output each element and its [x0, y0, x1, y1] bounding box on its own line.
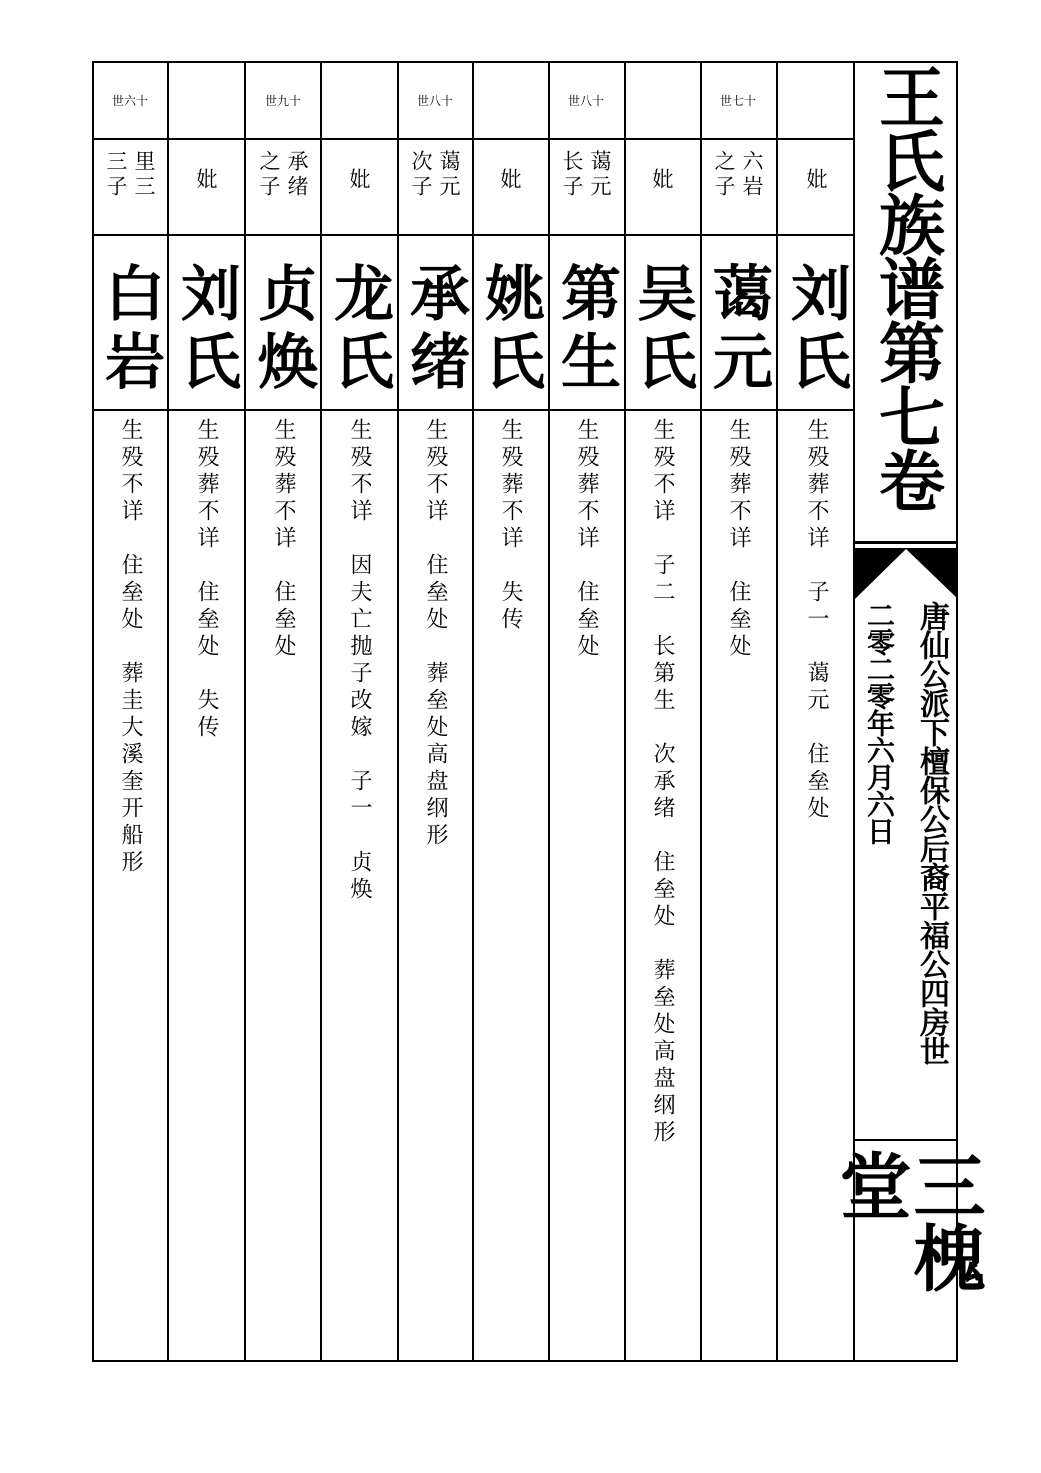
relation-text: 妣 — [650, 168, 674, 193]
relation-text: 妣 — [347, 168, 371, 193]
person-name: 吴氏 — [627, 262, 697, 398]
person-detail: 生殁葬不详 子一 蔼元 住垒处 — [804, 418, 829, 823]
column-divider — [320, 61, 322, 1362]
triangle-ornament — [855, 549, 958, 599]
relation-text: 蔼元长子 — [560, 150, 612, 200]
book-date: 二零二零年六月六日 — [863, 601, 896, 844]
row-divider — [92, 234, 855, 236]
relation-label — [496, 150, 524, 230]
person-name: 龙氏 — [324, 262, 394, 398]
relation-label — [648, 150, 676, 230]
hall-divider — [855, 1139, 958, 1141]
relation-text: 妣 — [194, 168, 218, 193]
hall-name: 三槐堂 — [827, 1149, 987, 1293]
title-divider — [855, 541, 958, 544]
relation-label — [102, 150, 158, 230]
person-detail: 生殁葬不详 住垒处 — [271, 418, 296, 661]
column-divider — [700, 61, 702, 1362]
generation-label: 世六十 — [111, 94, 149, 108]
person-name: 第生 — [551, 262, 621, 398]
person-name: 刘氏 — [781, 262, 851, 398]
relation-text: 里三三子 — [104, 150, 156, 200]
relation-label — [710, 150, 766, 230]
generation-label: 世七十 — [719, 94, 757, 108]
book-subtitle: 唐仙公派下檀保公后裔平福公四房世 — [914, 601, 949, 1065]
relation-text: 妣 — [804, 168, 828, 193]
person-detail: 生殁不详 住垒处 葬垒处高盘纲形 — [423, 418, 448, 850]
row-divider — [92, 138, 855, 140]
relation-label — [255, 150, 311, 230]
title-panel — [827, 61, 987, 1362]
person-detail: 生殁不详 因夫亡抛子改嫁 子一 贞焕 — [347, 418, 372, 904]
relation-label — [558, 150, 614, 230]
column-divider — [472, 61, 474, 1362]
person-detail: 生殁不详 子二 长第生 次承绪 住垒处 葬垒处高盘纲形 — [650, 418, 675, 1147]
book-title: 王氏族谱第七卷 — [867, 63, 946, 511]
person-name: 姚氏 — [475, 262, 545, 398]
relation-text: 妣 — [498, 168, 522, 193]
column-divider — [624, 61, 626, 1362]
person-name: 白岩 — [95, 262, 165, 398]
person-detail: 生殁葬不详 住垒处 — [726, 418, 751, 661]
column-divider — [167, 61, 169, 1362]
column-divider — [548, 61, 550, 1362]
relation-label — [802, 150, 830, 230]
column-divider — [244, 61, 246, 1362]
person-detail: 生殁不详 住垒处 葬圭大溪奎开船形 — [118, 418, 143, 877]
person-name: 承绪 — [400, 262, 470, 398]
person-name: 蔼元 — [703, 262, 773, 398]
relation-label — [407, 150, 463, 230]
generation-label: 世八十 — [567, 94, 605, 108]
person-name: 贞焕 — [248, 262, 318, 398]
column-divider — [776, 61, 778, 1362]
relation-text: 蔼元次子 — [409, 150, 461, 200]
person-detail: 生殁葬不详 失传 — [498, 418, 523, 634]
relation-text: 承绪之子 — [257, 150, 309, 200]
person-detail: 生殁葬不详 住垒处 — [574, 418, 599, 661]
person-detail: 生殁葬不详 住垒处 失传 — [194, 418, 219, 742]
row-divider — [92, 409, 855, 411]
relation-text: 六岩之子 — [712, 150, 764, 200]
person-name: 刘氏 — [171, 262, 241, 398]
generation-label: 世八十 — [416, 94, 454, 108]
generation-label: 世九十 — [264, 94, 302, 108]
column-divider — [397, 61, 399, 1362]
relation-label — [192, 150, 220, 230]
relation-label — [345, 150, 373, 230]
